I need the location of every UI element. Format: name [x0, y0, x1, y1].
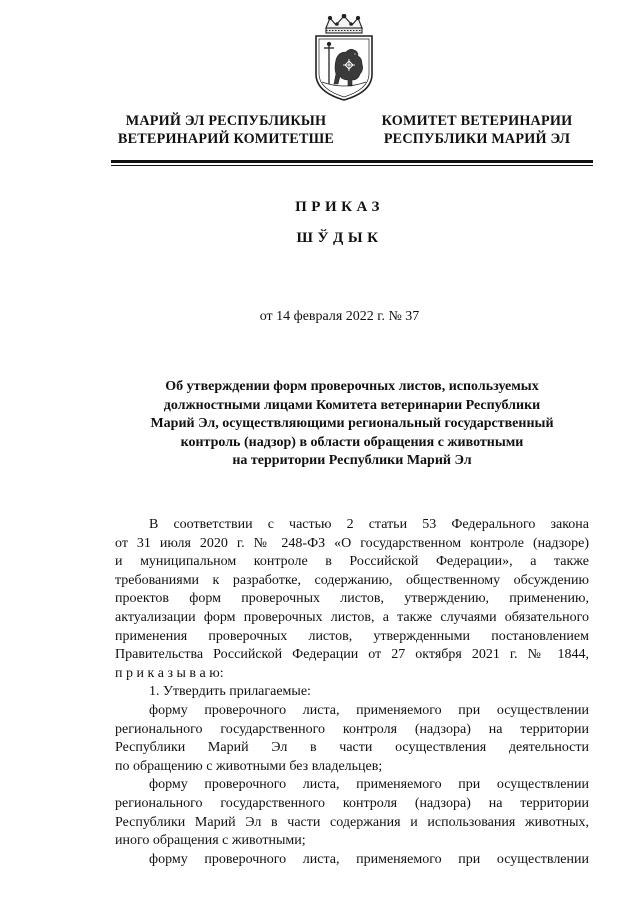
document-title-mari: ШЎДЫК: [296, 230, 383, 246]
subject-line: на территории Республики Марий Эл: [232, 453, 472, 468]
body-line: иного обращения с животными;: [115, 833, 306, 849]
document-title: ПРИКАЗ: [295, 199, 384, 215]
body-line: от 31 июля 2020 г. № 248-ФЗ «О государственном контроле (надзоре): [115, 535, 589, 551]
body-line: регионального государственного контроля (надзора) на территории: [115, 721, 589, 737]
body-line: Республики Марий Эл в части содержания и использования животных,: [115, 814, 589, 830]
body-line: форму проверочного листа, применяемого при осуществлении: [149, 702, 589, 718]
subject-line: Марий Эл, осуществляющими региональный государственный: [150, 416, 554, 431]
body-line: требованиями к разработке, содержанию, общественному обсуждению: [115, 572, 589, 588]
body-line: 1. Утвердить прилагаемые:: [149, 684, 311, 700]
body-line: и муниципальном контроле в Российской Федерации», а также: [115, 554, 589, 570]
header-right-line: КОМИТЕТ ВЕТЕРИНАРИИ: [381, 113, 573, 129]
subject-line: должностными лицами Комитета ветеринарии Республики: [163, 397, 541, 413]
document-subject: [111, 378, 593, 471]
body-line: В соответствии с частью 2 статьи 53 Федерального закона: [149, 517, 589, 532]
header-left-line: ВЕТЕРИНАРИЙ КОМИТЕТШЕ: [117, 131, 335, 147]
crown-icon: [326, 14, 362, 33]
header-divider-thick: [111, 160, 593, 163]
subject-line: Об утверждении форм проверочных листов, используемых: [165, 379, 539, 394]
header-right-name: [362, 112, 592, 148]
header-divider-thin: [111, 165, 593, 166]
body-line: Республики Марий Эл в части осуществления деятельности: [115, 740, 589, 756]
body-line: актуализации форм проверочных листов, а также случаями обязательного: [115, 609, 589, 625]
body-line: по обращению с животными без владельцев;: [115, 758, 383, 774]
body-line: Правительства Российской Федерации от 27 октября 2021 г. № 1844,: [115, 647, 589, 663]
body-line: п р и к а з ы в а ю:: [115, 665, 224, 681]
document-date-number: от 14 февраля 2022 г. № 37: [259, 309, 420, 324]
body-line: форму проверочного листа, применяемого при осуществлении: [149, 777, 589, 793]
body-line: регионального государственного контроля (надзора) на территории: [115, 795, 589, 811]
header-left-line: МАРИЙ ЭЛ РЕСПУБЛИКЫН: [125, 113, 327, 129]
body-line: проектов форм проверочных листов, утверждению, применению,: [115, 591, 589, 607]
header-left-name: [110, 112, 342, 148]
document-body: [115, 516, 589, 869]
header-right-line: РЕСПУБЛИКИ МАРИЙ ЭЛ: [383, 131, 571, 147]
body-line: форму проверочного листа, применяемого при осуществлении: [149, 851, 589, 867]
coat-of-arms-icon: [312, 14, 376, 102]
subject-line: контроль (надзор) в области обращения с животными: [180, 434, 524, 450]
body-line: применения проверочных листов, утвержденными постановлением: [115, 628, 589, 644]
